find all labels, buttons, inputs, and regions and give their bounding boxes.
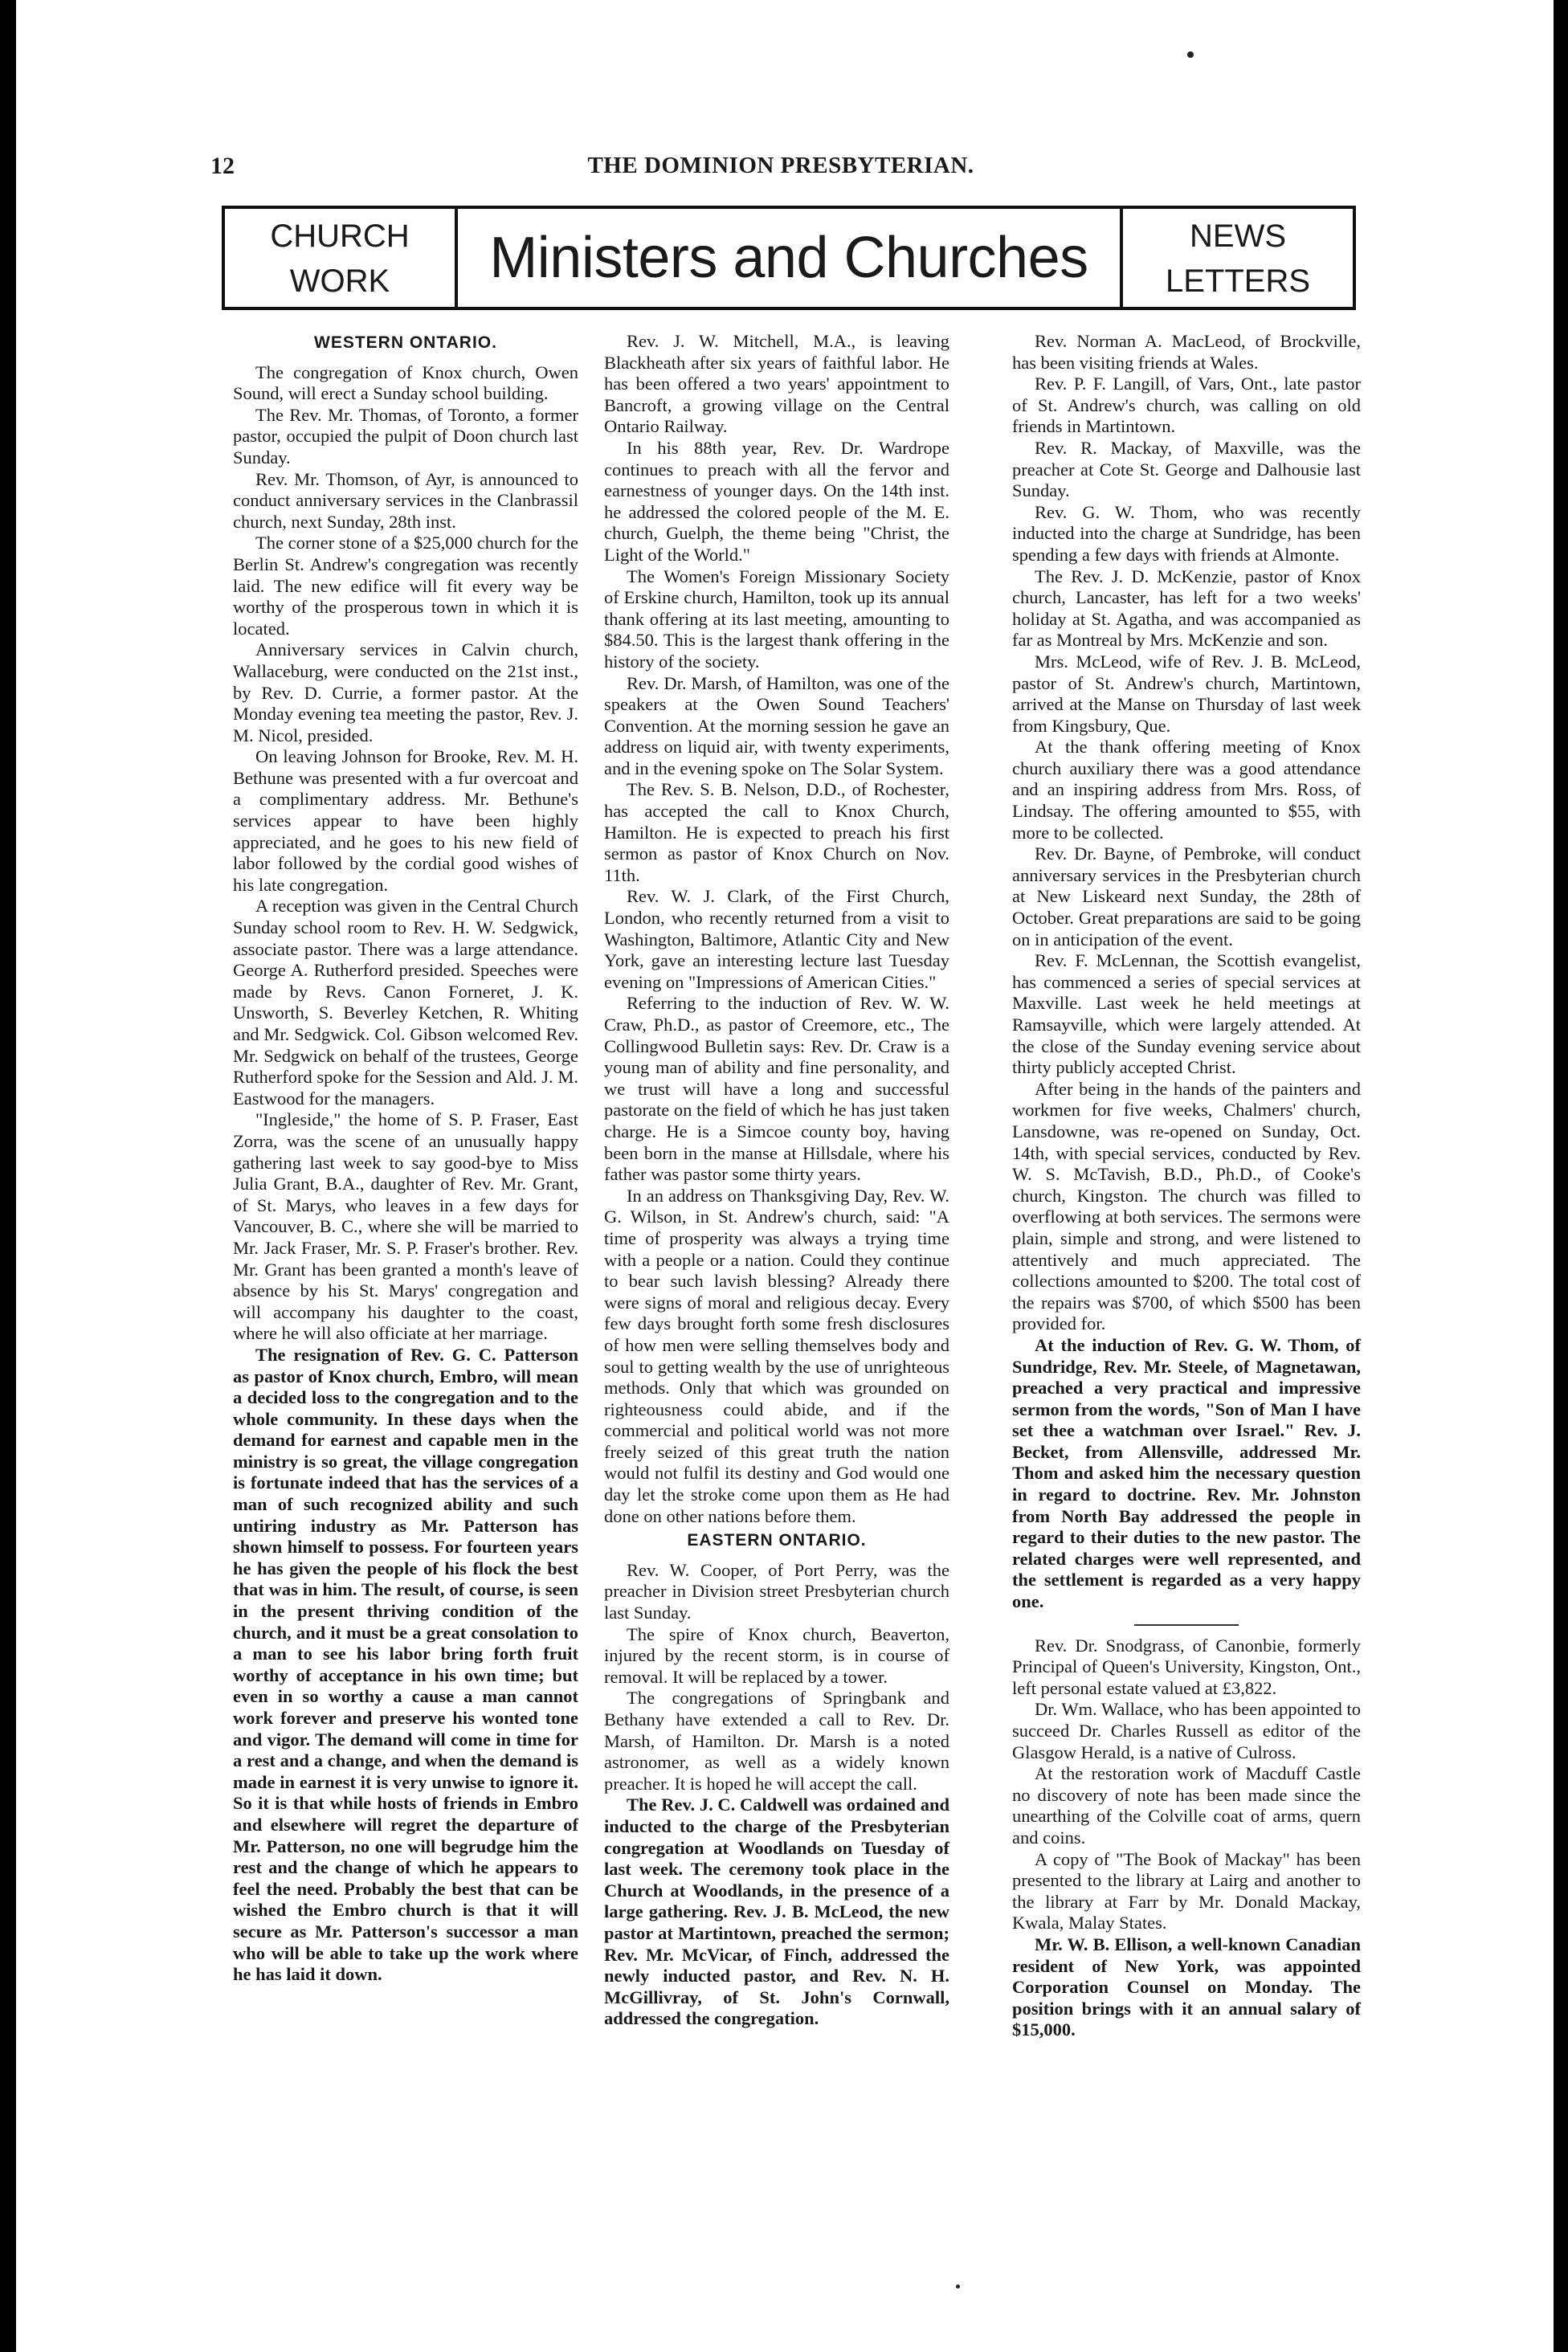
article-paragraph: After being in the hands of the painters and workmen for five weeks, Chalmers' church, Lansdowne, was re-opened on Sunday, Oct. 14th, with special services, conducted by Rev. W. S. McTavish, B.D., Ph.D., of Cooke's church, Kingston. The church was filled to overflowing at both services. The sermons were plain, simple and strong, and were listened to attentively and much appreciated. The collections amounted to $200. The total cost of the repairs was $700, of which $500 has been provided for. [1012, 1078, 1361, 1334]
ink-speck [1187, 51, 1194, 58]
column-1 [233, 331, 578, 1986]
article-paragraph: Rev. Dr. Bayne, of Pembroke, will conduct anniversary services in the Presbyterian church at New Liskeard next Sunday, the 28th of October. Great preparations are said to be going on in anticipation of the event. [1012, 843, 1361, 949]
article-paragraph: Anniversary services in Calvin church, Wallaceburg, were conducted on the 21st inst., by Rev. D. Currie, a former pastor. At the Monday evening tea meeting the pastor, Rev. J. M. Nicol, presided. [233, 639, 578, 745]
journal-title: THE DOMINION PRESBYTERIAN. [587, 153, 974, 178]
article-paragraph: Rev. R. Mackay, of Maxville, was the preacher at Cote St. George and Dalhousie last Sunday. [1012, 437, 1361, 501]
article-paragraph: Rev. W. J. Clark, of the First Church, London, who recently returned from a visit to Washington, Baltimore, Atlantic City and New York, gave an interesting lecture last Tuesday evening on "Impressions of American Cities." [604, 886, 949, 992]
article-paragraph: In his 88th year, Rev. Dr. Wardrope continues to preach with all the fervor and earnestness of younger days. On the 14th inst. he addressed the colored people of the M. E. church, Guelph, the theme being "Christ, the Light of the World." [604, 437, 949, 565]
section-heading-eastern-ontario: EASTERN ONTARIO. [687, 1531, 867, 1550]
article-paragraph: "Ingleside," the home of S. P. Fraser, East Zorra, was the scene of an unusually happy gathering last week to say good-bye to Miss Julia Grant, B.A., daughter of Rev. Mr. Grant, of St. Marys, who leaves in a few days for Vancouver, B. C., where she will be married to Mr. Jack Fraser, Mr. S. P. Fraser's brother. Rev. Mr. Grant has been granted a month's leave of absence by his St. Marys' congregation and will accompany his daughter to the coast, where he will also officiate at her marriage. [233, 1109, 578, 1344]
article-paragraph: The spire of Knox church, Beaverton, injured by the recent storm, is in course of removal. It will be replaced by a tower. [604, 1623, 949, 1687]
article-paragraph: Rev. P. F. Langill, of Vars, Ont., late pastor of St. Andrew's church, was calling on old friends in Martintown. [1012, 374, 1361, 437]
article-paragraph: Rev. G. W. Thom, who was recently inducted into the charge at Sundridge, has been spending a few days with friends at Almonte. [1012, 501, 1361, 565]
article-paragraph: In an address on Thanksgiving Day, Rev. W. G. Wilson, in St. Andrew's church, said: "A time of prosperity was always a trying time with a people or a nation. Could they continue to bear such lavish blessing? Already there were signs of moral and religious decay. Every few days brought forth some fresh disclosures of how men were selling themselves body and soul to getting wealth by the use of unrighteous methods. Only that which was grounded on righteousness could abide, and if the commercial and political world was not more freely seized of this great truth the nation would not fulfil its destiny and God would one day let the stroke come upon them as He had done on other nations before them. [604, 1185, 949, 1526]
article-paragraph: On leaving Johnson for Brooke, Rev. M. H. Bethune was presented with a fur overcoat and a complimentary address. Mr. Bethune's services appear to have been highly appreciated, and he goes to his new field of labor followed by the cordial good wishes of his late congregation. [233, 746, 578, 895]
article-paragraph: The Rev. S. B. Nelson, D.D., of Rochester, has accepted the call to Knox Church, Hamilton. He is expected to preach his first sermon as pastor of Knox Church on Nov. 11th. [604, 779, 949, 885]
article-paragraph: Rev. Mr. Thomson, of Ayr, is announced to conduct anniversary services in the Clanbrassil church, next Sunday, 28th inst. [233, 468, 578, 532]
article-paragraph: The Rev. J. D. McKenzie, pastor of Knox church, Lancaster, has left for a two weeks' holiday at St. Agatha, and was accompanied as far as Montreal by Mrs. McKenzie and son. [1012, 566, 1361, 651]
article-paragraph: At the restoration work of Macduff Castle no discovery of note has been made since the unearthing of the Colville coat of arms, quern and coins. [1012, 1763, 1361, 1848]
column-2 [604, 331, 949, 2030]
article-paragraph: Rev. J. W. Mitchell, M.A., is leaving Blackheath after six years of faithful labor. He has been offered a two years' appointment to Bancroft, a growing village on the Central Ontario Railway. [604, 331, 949, 437]
article-paragraph: Rev. W. Cooper, of Port Perry, was the preacher in Division street Presbyterian church last Sunday. [604, 1559, 949, 1623]
banner-title: Ministers and Churches [489, 226, 1088, 290]
article-paragraph: The Rev. J. C. Caldwell was ordained and inducted to the charge of the Presbyterian congregation at Woodlands on Tuesday of last week. The ceremony took place in the Church at Woodlands, in the presence of a large gathering. Rev. J. B. McLeod, the new pastor at Martintown, preached the sermon; Rev. Mr. McVicar, of Finch, addressed the newly inducted pastor, and Rev. N. H. McGillivray, of St. John's Cornwall, addressed the congregation. [604, 1795, 949, 2029]
section-heading-western-ontario: WESTERN ONTARIO. [314, 333, 497, 352]
page-edge-right [1554, 0, 1568, 2352]
article-paragraph: A reception was given in the Central Church Sunday school room to Rev. H. W. Sedgwick, associate pastor. There was a large attendance. George A. Rutherford presided. Speeches were made by Revs. Canon Forneret, J. K. Unsworth, S. Beverley Ketchen, R. Whiting and Mr. Sedgwick. Col. Gibson welcomed Rev. Mr. Sedgwick on behalf of the trustees, George Rutherford spoke for the Session and Ald. J. M. Eastwood for the managers. [233, 896, 578, 1109]
article-paragraph: At the induction of Rev. G. W. Thom, of Sundridge, Rev. Mr. Steele, of Magnetawan, preached a very practical and impressive sermon from the words, "Son of Man I have set thee a watchman over Israel." Rev. J. Becket, from Allensville, addressed Mr. Thom and asked him the necessary question in regard to doctrine. Rev. Mr. Johnston from North Bay addressed the people in regard to their duties to the new pastor. The related charges were well represented, and the settlement is regarded as a very happy one. [1012, 1334, 1361, 1612]
article-paragraph: Rev. Dr. Marsh, of Hamilton, was one of the speakers at the Owen Sound Teachers' Convention. At the morning session he gave an address on liquid air, with twenty experiments, and in the evening spoke on The Solar System. [604, 672, 949, 778]
section-divider [1134, 1624, 1239, 1626]
banner-left-box [225, 209, 458, 307]
banner-left-line1: CHURCH [270, 218, 410, 254]
article-paragraph: Rev. Dr. Snodgrass, of Canonbie, formerly Principal of Queen's University, Kingston, Ont., left personal estate valued at £3,822. [1012, 1635, 1361, 1698]
article-paragraph: The Rev. Mr. Thomas, of Toronto, a former pastor, occupied the pulpit of Doon church last Sunday. [233, 404, 578, 468]
article-paragraph: The corner stone of a $25,000 church for the Berlin St. Andrew's congregation was recently laid. The new edifice will fit every way be worthy of the prosperous town in which it is located. [233, 533, 578, 639]
article-paragraph: Rev. F. McLennan, the Scottish evangelist, has commenced a series of special services at Maxville. Last week he held meetings at Ramsayville, which were largely attended. At the close of the Sunday evening service about thirty publicly accepted Christ. [1012, 950, 1361, 1078]
section-banner [222, 206, 1356, 310]
banner-left-line2: WORK [289, 263, 390, 299]
banner-right-line2: LETTERS [1165, 263, 1311, 299]
article-paragraph: Referring to the induction of Rev. W. W. Craw, Ph.D., as pastor of Creemore, etc., The Collingwood Bulletin says: Rev. Dr. Craw is a young man of ability and fine personality, and we trust will have a long and successful pastorate on the field of which he has just taken charge. He is a Simcoe county boy, having been born in the manse at Hillsdale, where his father was pastor some thirty years. [604, 993, 949, 1185]
banner-right-line1: NEWS [1190, 218, 1286, 254]
page-edge-left [0, 0, 16, 2352]
article-paragraph: The Women's Foreign Missionary Society of Erskine church, Hamilton, took up its annual thank offering at its last meeting, amounting to $84.50. This is the largest thank offering in the history of the society. [604, 566, 949, 672]
article-paragraph: A copy of "The Book of Mackay" has been presented to the library at Lairg and another to the library at Farr by Mr. Donald Mackay, Kwala, Malay States. [1012, 1848, 1361, 1933]
article-paragraph: Dr. Wm. Wallace, who has been appointed to succeed Dr. Charles Russell as editor of the Glasgow Herald, is a native of Culross. [1012, 1699, 1361, 1762]
article-paragraph: The congregations of Springbank and Bethany have extended a call to Rev. Dr. Marsh, of Hamilton. Dr. Marsh is a noted astronomer, as well as a widely known preacher. It is hoped he will accept the call. [604, 1688, 949, 1794]
ink-speck [956, 2285, 960, 2289]
running-head [210, 153, 1351, 185]
article-paragraph: The congregation of Knox church, Owen Sound, will erect a Sunday school building. [233, 361, 578, 404]
page-number: 12 [210, 153, 235, 179]
article-paragraph: At the thank offering meeting of Knox church auxiliary there was a good attendance and an inspiring address from Mrs. Ross, of Lindsay. The offering amounted to $55, with more to be collected. [1012, 737, 1361, 843]
column-3 [1012, 331, 1361, 2041]
article-paragraph: Mrs. McLeod, wife of Rev. J. B. McLeod, pastor of St. Andrew's church, Martintown, arrived at the Manse on Thursday of last week from Kingsbury, Que. [1012, 651, 1361, 736]
article-paragraph: Mr. W. B. Ellison, a well-known Canadian resident of New York, was appointed Corporation Counsel on Monday. The position brings with it an annual salary of $15,000. [1012, 1933, 1361, 2040]
article-paragraph: Rev. Norman A. MacLeod, of Brockville, has been visiting friends at Wales. [1012, 331, 1361, 373]
article-paragraph: The resignation of Rev. G. C. Patterson as pastor of Knox church, Embro, will mean a decided loss to the congregation and to the whole community. In these days when the demand for earnest and capable men in the ministry is so great, the village congregation is fortunate indeed that has the services of a man of such recognized ability and such untiring industry as Mr. Patterson has shown himself to possess. For fourteen years he has given the people of his flock the best that was in him. The result, of course, is seen in the present thriving condition of the church, and it must be a great consolation to a man to see his labor bring forth fruit worthy of acceptance in his own time; but even in so worthy a cause a man cannot work forever and preserve his wonted tone and vigor. The demand will come in time for a rest and a change, and when the demand is made in earnest it is very unwise to ignore it. So it is that while hosts of friends in Embro and elsewhere will regret the departure of Mr. Patterson, no one will begrudge him the rest and the change of which he appears to feel the need. Probably the best that can be wished the Embro church is that it will secure as Mr. Patterson's successor a man who will be able to take up the work where he has laid it down. [233, 1344, 578, 1985]
banner-right-box [1120, 209, 1353, 307]
